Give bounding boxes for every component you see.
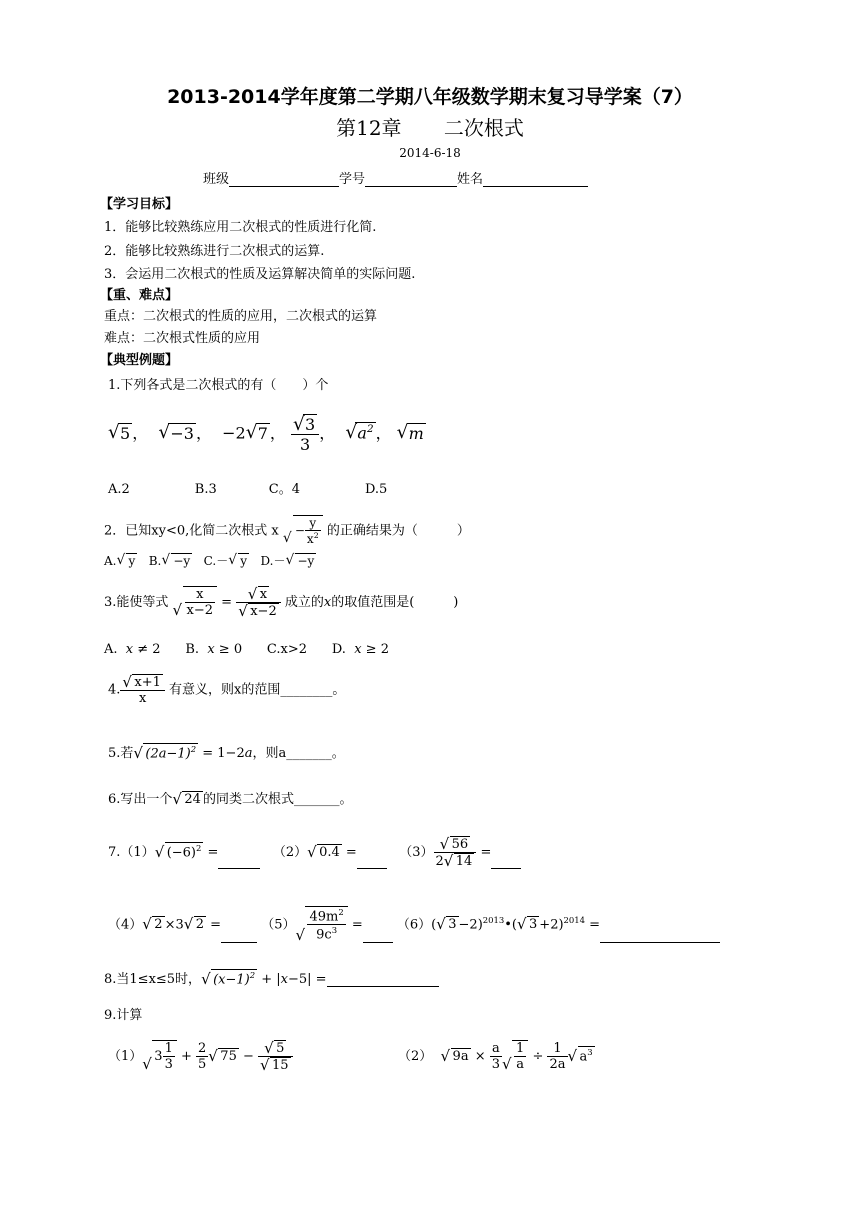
q1-options: A.2 B.3 C。4 D.5	[108, 482, 388, 497]
chapter-number: 第12章	[336, 116, 402, 140]
goal-item: 2．能够比较熟练进行二次根式的运算.	[104, 244, 325, 259]
key-point: 重点：二次根式的性质的应用，二次根式的运算	[104, 309, 378, 324]
id-label: 学号	[339, 172, 366, 187]
question-7-row1: 7.（1）√ $(-6)^2$ = （2）√ 0.4 = （3） √ $\frac{56}{2√ 14}$ =	[108, 836, 521, 869]
q2-prefix: 2．已知xy<0,化简二次根式 x	[104, 523, 279, 539]
name-label: 姓名	[457, 172, 484, 187]
document-date: 2014-6-18	[399, 146, 461, 160]
goals-heading: 【学习目标】	[100, 197, 179, 212]
question-6: 6.写出一个√ 24 的同类二次根式_______。	[108, 788, 352, 807]
examples-heading: 【典型例题】	[100, 353, 179, 368]
chapter-name: 二次根式	[443, 116, 524, 140]
student-info-line	[203, 168, 588, 187]
document-title: 2013-2014学年度第二学期八年级数学期末复习导学案（7）	[167, 86, 693, 108]
class-label: 班级	[203, 172, 230, 187]
question-7-row2: （4）√ 2 ×3√ 2 = （5） √ $\frac{49m^2}{9c^3}$ = （6）(√ 3 −2)$^{2013}$•(√ 3 +2)$^{2014}$ =	[108, 906, 720, 943]
question-5: 5.若√ $(2a-1)^2 = 1-2a$，则a_______。	[108, 742, 345, 761]
q9-part1: （1）√ 3 $\frac{1}{3}$ + $\frac{2}{5}$ √ 75 − √ 5 √ 15	[108, 1040, 293, 1073]
q2-suffix: 的正确结果为（ ）	[326, 523, 470, 539]
question-9: 9.计算	[104, 1008, 143, 1023]
q2-options: A.√ y B.√ −y C.－√ y D.－√ −y	[104, 552, 316, 569]
question-1: 1.下列各式是二次根式的有（ ）个	[108, 378, 329, 393]
question-4: 4. √ $\frac{x+1}{x}$ 有意义，则x的范围________。	[108, 674, 345, 706]
question-8: 8.当1≤x≤5时，√ $(x-1)^2 + |x-5|$ =	[104, 968, 439, 987]
q3-options: A. x ≠ 2 B. x ≥ 0 C.x>2 D. x ≥ 2	[104, 642, 389, 657]
question-3: 3.能使等式 √ $\frac{x}{x-2}$ = √ x √ x−2 成立的x的取值范围是( )	[104, 586, 458, 619]
goal-item: 3．会运用二次根式的性质及运算解决简单的实际问题.	[104, 267, 416, 282]
chapter-title	[0, 112, 860, 141]
key-heading: 【重、难点】	[100, 288, 179, 303]
difficult-point: 难点：二次根式性质的应用	[104, 331, 261, 346]
q9-part2: （2） √ 9a × $\frac{a}{3}$ √ $\frac{1}{a}$ ÷ $\frac{1}{2a}$ √ $a^3$	[398, 1040, 595, 1072]
class-blank[interactable]	[229, 172, 339, 187]
name-blank[interactable]	[483, 172, 588, 187]
goal-item: 1．能够比较熟练应用二次根式的性质进行化简.	[104, 220, 377, 235]
question-2: 2．已知xy<0,化简二次根式 x √ − $\frac{y}{x^2}$ 的正确结果为（ ）	[104, 515, 470, 546]
id-blank[interactable]	[365, 172, 457, 187]
q1-expressions: √ 5 ， √ −3 ， −2√ 7 ， √ $\frac{3}{3}$ ， √ $a^2$ ， √ m	[108, 414, 426, 454]
